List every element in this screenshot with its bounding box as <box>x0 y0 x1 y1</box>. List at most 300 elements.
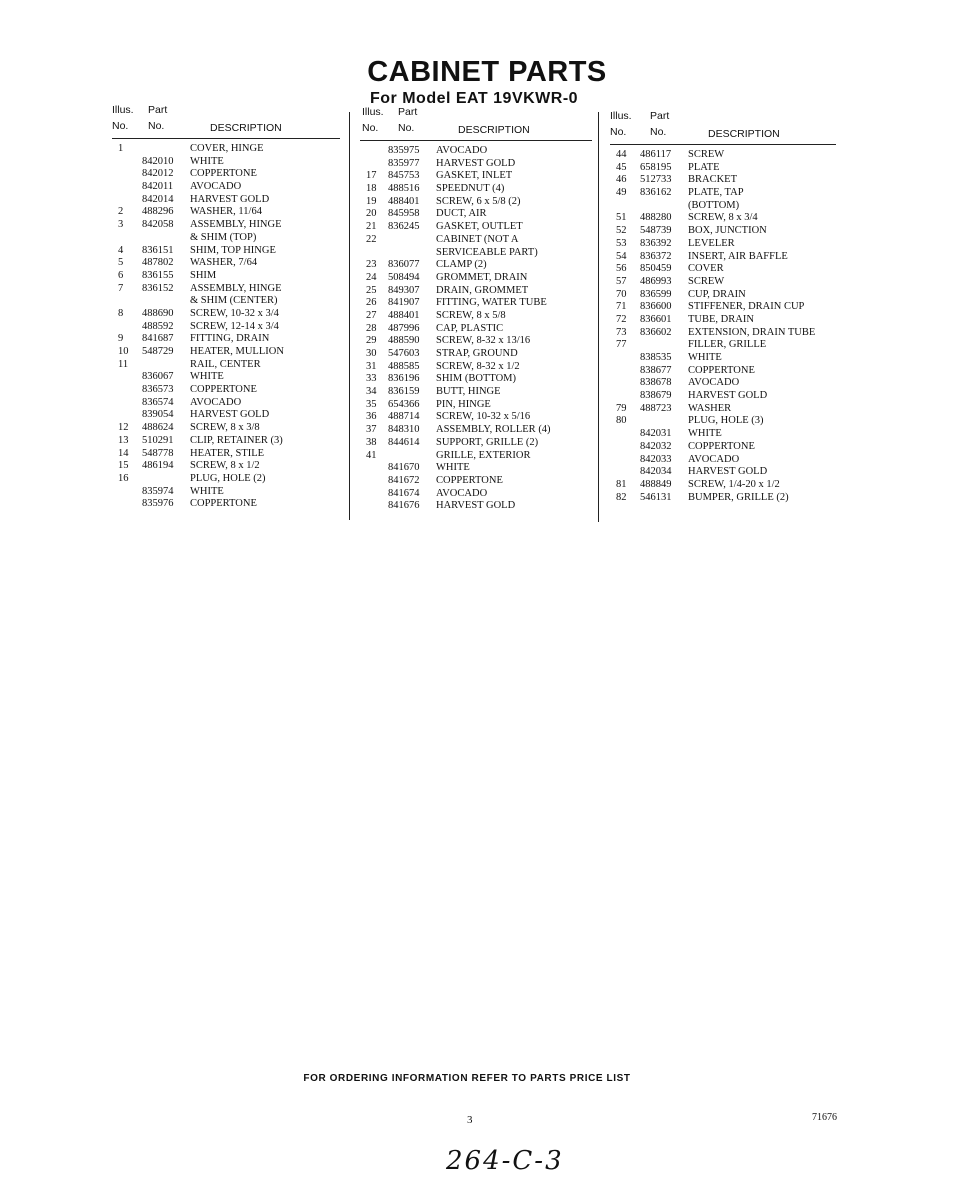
part-number: 512733 <box>640 174 672 186</box>
part-description: EXTENSION, DRAIN TUBE <box>688 326 816 338</box>
illus-number: 35 <box>366 398 377 410</box>
part-description: AVOCADO <box>688 377 740 389</box>
part-number: 836392 <box>640 237 672 249</box>
parts-row <box>360 234 592 247</box>
part-number: 841907 <box>388 297 420 309</box>
part-description: CLAMP (2) <box>436 259 487 271</box>
part-description: AVOCADO <box>190 396 242 408</box>
parts-row <box>112 168 340 181</box>
part-number: 488849 <box>640 478 672 490</box>
part-number: 836196 <box>388 373 420 385</box>
parts-row <box>112 422 340 435</box>
part-number: 835976 <box>142 498 174 510</box>
illus-number: 77 <box>616 339 627 351</box>
part-number: 836162 <box>640 187 672 199</box>
illus-header-line1: Illus. <box>112 104 134 116</box>
part-description: HARVEST GOLD <box>688 390 768 402</box>
part-description: ASSEMBLY, HINGE <box>190 282 282 294</box>
description-header: DESCRIPTION <box>210 122 282 134</box>
part-description: SCREW, 8 x 3/4 <box>688 212 758 224</box>
part-description: WHITE <box>190 371 224 383</box>
part-number: 841672 <box>388 474 420 486</box>
parts-row <box>360 348 592 361</box>
part-description: SHIM, TOP HINGE <box>190 244 276 256</box>
part-description: COPPERTONE <box>190 384 257 396</box>
parts-row <box>360 145 592 158</box>
part-number: 546131 <box>640 491 672 503</box>
part-description: WHITE <box>688 352 722 363</box>
part-description: STIFFENER, DRAIN CUP <box>688 301 805 313</box>
illus-number: 17 <box>366 170 377 182</box>
parts-row <box>610 454 836 467</box>
parts-row <box>610 212 836 225</box>
illus-number: 44 <box>616 149 627 160</box>
parts-row <box>360 297 592 310</box>
illus-header-line2: No. <box>610 126 627 138</box>
part-description: HARVEST GOLD <box>688 466 768 478</box>
part-number: 836372 <box>640 250 672 262</box>
illus-header-line2: No. <box>112 120 129 132</box>
part-description: WHITE <box>436 462 470 474</box>
part-header-line1: Part <box>398 106 418 118</box>
part-description: CABINET (NOT A <box>436 233 519 245</box>
part-number: 842032 <box>640 440 672 452</box>
part-number: 841676 <box>388 500 420 512</box>
part-number: 486194 <box>142 460 174 472</box>
part-number: 842033 <box>640 453 672 465</box>
illus-number: 36 <box>366 411 377 423</box>
part-number: 836601 <box>640 313 672 325</box>
part-number: 508494 <box>388 271 420 283</box>
parts-row <box>610 377 836 390</box>
part-description: STRAP, GROUND <box>436 348 518 359</box>
part-number: 486117 <box>640 149 672 160</box>
illus-number: 81 <box>616 478 627 490</box>
part-description: DUCT, AIR <box>436 208 487 220</box>
part-description: SPEEDNUT (4) <box>436 183 505 195</box>
parts-row <box>112 473 340 486</box>
part-description: HEATER, MULLION <box>190 346 284 357</box>
parts-row <box>112 181 340 194</box>
parts-row <box>610 263 836 276</box>
illus-number: 28 <box>366 322 377 334</box>
part-number: 839054 <box>142 409 174 421</box>
part-description: AVOCADO <box>436 487 488 499</box>
part-number: 488592 <box>142 320 174 332</box>
parts-row <box>360 170 592 183</box>
illus-number: 45 <box>616 161 627 173</box>
part-description: GROMMET, DRAIN <box>436 271 528 283</box>
parts-row <box>610 314 836 327</box>
part-description: SCREW, 8 x 5/8 <box>436 309 506 321</box>
part-description: GASKET, OUTLET <box>436 221 523 233</box>
part-description: WASHER, 11/64 <box>190 206 262 218</box>
part-number: 842034 <box>640 466 672 478</box>
part-number: 838535 <box>640 352 672 363</box>
illus-number: 26 <box>366 297 377 309</box>
parts-row <box>112 295 340 308</box>
part-number: 488296 <box>142 206 174 218</box>
part-description: PLATE, TAP <box>688 187 744 199</box>
part-description: COVER, HINGE <box>190 143 264 154</box>
column-header <box>112 104 340 139</box>
part-description: TUBE, DRAIN <box>688 313 754 325</box>
illus-number: 14 <box>118 447 129 459</box>
part-number: 836155 <box>142 269 174 281</box>
illus-number: 21 <box>366 221 377 233</box>
part-number: 849307 <box>388 284 420 296</box>
parts-row <box>610 441 836 454</box>
parts-row <box>360 221 592 234</box>
parts-row <box>360 500 592 513</box>
part-number: 488624 <box>142 422 174 434</box>
parts-row <box>112 333 340 346</box>
parts-row <box>610 428 836 441</box>
parts-row <box>112 498 340 511</box>
parts-row <box>610 276 836 289</box>
illus-number: 52 <box>616 225 627 237</box>
part-description: AVOCADO <box>436 145 488 156</box>
parts-row <box>112 359 340 372</box>
part-number: 654366 <box>388 398 420 410</box>
parts-row <box>610 466 836 479</box>
part-description: SCREW, 8 x 3/8 <box>190 422 260 434</box>
illus-number: 80 <box>616 415 627 427</box>
part-number: 838677 <box>640 364 672 376</box>
part-description: & SHIM (TOP) <box>190 231 257 243</box>
part-number: 842011 <box>142 181 174 193</box>
part-description: BRACKET <box>688 174 738 186</box>
part-description: & SHIM (CENTER) <box>190 295 278 307</box>
parts-row <box>112 257 340 270</box>
column-divider <box>349 112 350 520</box>
part-number: 842031 <box>640 428 672 440</box>
part-number: 836151 <box>142 244 174 256</box>
illus-number: 23 <box>366 259 377 271</box>
part-header-line1: Part <box>650 110 670 122</box>
parts-row <box>112 308 340 321</box>
part-number: 841670 <box>388 462 420 474</box>
illus-number: 56 <box>616 263 627 275</box>
part-description: SHIM (BOTTOM) <box>436 373 517 385</box>
parts-row <box>112 397 340 410</box>
page-subtitle: For Model EAT 19VKWR-0 <box>370 90 579 107</box>
part-number: 842058 <box>142 219 174 231</box>
parts-row <box>610 327 836 340</box>
illus-number: 20 <box>366 208 377 220</box>
part-number: 836152 <box>142 282 174 294</box>
illus-number: 10 <box>118 346 129 357</box>
part-description: FITTING, DRAIN <box>190 333 270 345</box>
part-number: 488280 <box>640 212 672 224</box>
parts-row <box>610 339 836 352</box>
illus-number: 25 <box>366 284 377 296</box>
part-description: COPPERTONE <box>688 364 755 376</box>
description-header: DESCRIPTION <box>708 128 780 140</box>
illus-number: 51 <box>616 212 627 224</box>
part-number: 488723 <box>640 402 672 414</box>
part-description: SCREW, 8-32 x 1/2 <box>436 360 520 372</box>
parts-row <box>112 194 340 207</box>
parts-row <box>610 492 836 505</box>
illus-header-line1: Illus. <box>362 106 384 118</box>
illus-number: 79 <box>616 402 627 414</box>
part-description: GASKET, INLET <box>436 170 513 182</box>
parts-row <box>360 462 592 475</box>
illus-number: 54 <box>616 250 627 262</box>
parts-row <box>360 475 592 488</box>
illus-number: 46 <box>616 174 627 186</box>
part-header-line1: Part <box>148 104 168 116</box>
parts-row <box>360 272 592 285</box>
parts-row <box>112 460 340 473</box>
page-title: CABINET PARTS <box>367 56 607 88</box>
parts-row <box>360 335 592 348</box>
parts-row <box>112 346 340 359</box>
part-number: 548778 <box>142 447 174 459</box>
illus-number: 27 <box>366 309 377 321</box>
illus-number: 49 <box>616 187 627 199</box>
part-description: BOX, JUNCTION <box>688 225 767 237</box>
part-description: SUPPORT, GRILLE (2) <box>436 436 539 448</box>
part-description: SCREW, 10-32 x 5/16 <box>436 411 531 423</box>
illus-number: 37 <box>366 424 377 436</box>
part-description: SHIM <box>190 269 217 281</box>
part-description: AVOCADO <box>190 181 242 193</box>
illus-number: 38 <box>366 436 377 448</box>
part-number: 836245 <box>388 221 420 233</box>
part-number: 488714 <box>388 411 420 423</box>
part-description: INSERT, AIR BAFFLE <box>688 250 788 262</box>
part-description: FILLER, GRILLE <box>688 339 767 351</box>
illus-number: 8 <box>118 307 124 319</box>
handwritten-note: 264-C-3 <box>446 1146 564 1176</box>
parts-row <box>360 437 592 450</box>
part-description: PLUG, HOLE (3) <box>688 415 764 427</box>
part-description: SCREW, 1/4-20 x 1/2 <box>688 478 780 490</box>
part-description: PIN, HINGE <box>436 398 491 410</box>
part-number: 548729 <box>142 346 174 357</box>
parts-row <box>112 270 340 283</box>
part-description: CUP, DRAIN <box>688 288 746 300</box>
illus-number: 30 <box>366 348 377 359</box>
part-description: DRAIN, GROMMET <box>436 284 529 296</box>
parts-row <box>112 384 340 397</box>
part-header-line2: No. <box>148 120 165 132</box>
part-number: 548739 <box>640 225 672 237</box>
illus-number: 4 <box>118 244 124 256</box>
illus-number: 33 <box>366 373 377 385</box>
parts-row <box>360 411 592 424</box>
part-number: 488516 <box>388 183 420 195</box>
parts-row <box>610 149 836 162</box>
part-number: 845958 <box>388 208 420 220</box>
parts-row <box>360 310 592 323</box>
part-description: WHITE <box>190 155 224 167</box>
illus-number: 2 <box>118 206 124 218</box>
illus-number: 34 <box>366 386 377 398</box>
part-number: 836067 <box>142 371 174 383</box>
parts-row <box>610 365 836 378</box>
parts-row <box>360 247 592 260</box>
part-number: 848310 <box>388 424 420 436</box>
illus-number: 15 <box>118 460 129 472</box>
part-number: 835975 <box>388 145 420 156</box>
part-number: 842014 <box>142 193 174 205</box>
part-description: GRILLE, EXTERIOR <box>436 449 531 461</box>
part-description: CAP, PLASTIC <box>436 322 504 334</box>
part-number: 836602 <box>640 326 672 338</box>
illus-number: 12 <box>118 422 129 434</box>
part-description: PLATE <box>688 161 720 173</box>
part-description: HARVEST GOLD <box>436 157 516 169</box>
column-divider <box>598 112 599 522</box>
parts-row <box>112 371 340 384</box>
part-number: 850459 <box>640 263 672 275</box>
parts-row <box>610 238 836 251</box>
parts-row <box>610 403 836 416</box>
part-number: 841674 <box>388 487 420 499</box>
parts-row <box>360 424 592 437</box>
part-description: ASSEMBLY, ROLLER (4) <box>436 424 551 436</box>
parts-row <box>112 156 340 169</box>
parts-row <box>610 162 836 175</box>
part-number: 835977 <box>388 157 420 169</box>
illus-number: 16 <box>118 472 129 484</box>
parts-row <box>610 289 836 302</box>
part-description: ASSEMBLY, HINGE <box>190 219 282 231</box>
part-description: WHITE <box>190 485 224 497</box>
illus-number: 73 <box>616 326 627 338</box>
parts-row <box>360 183 592 196</box>
parts-row <box>112 486 340 499</box>
part-number: 844614 <box>388 436 420 448</box>
part-number: 836159 <box>388 386 420 398</box>
part-description: HEATER, STILE <box>190 447 265 459</box>
illus-number: 29 <box>366 335 377 347</box>
part-description: BUTT, HINGE <box>436 386 501 398</box>
part-number: 488590 <box>388 335 420 347</box>
part-description: SCREW, 12-14 x 3/4 <box>190 320 279 332</box>
illus-number: 3 <box>118 219 124 231</box>
parts-list <box>360 141 592 513</box>
part-description: SCREW, 10-32 x 3/4 <box>190 307 279 319</box>
parts-row <box>610 251 836 264</box>
parts-row <box>112 435 340 448</box>
column-header <box>610 110 836 145</box>
part-number: 487802 <box>142 257 174 269</box>
parts-row <box>112 321 340 334</box>
part-number: 836600 <box>640 301 672 313</box>
part-number: 836573 <box>142 384 174 396</box>
parts-row <box>360 488 592 501</box>
illus-number: 11 <box>118 358 129 370</box>
illus-number: 5 <box>118 257 124 269</box>
part-description: SCREW, 6 x 5/8 (2) <box>436 195 521 207</box>
parts-row <box>360 208 592 221</box>
part-number: 487996 <box>388 322 420 334</box>
illus-number: 1 <box>118 143 124 154</box>
part-description: WASHER <box>688 402 732 414</box>
illus-number: 7 <box>118 282 124 294</box>
part-number: 842010 <box>142 155 174 167</box>
part-number: 486993 <box>640 275 672 287</box>
part-number: 841687 <box>142 333 174 345</box>
part-description: FITTING, WATER TUBE <box>436 297 547 309</box>
parts-row <box>610 301 836 314</box>
part-number: 836574 <box>142 396 174 408</box>
part-number: 510291 <box>142 434 174 446</box>
part-description: SCREW, 8 x 1/2 <box>190 460 260 472</box>
description-header: DESCRIPTION <box>458 124 530 136</box>
parts-row <box>360 399 592 412</box>
illus-number: 57 <box>616 275 627 287</box>
part-number: 838679 <box>640 390 672 402</box>
parts-row <box>112 219 340 232</box>
part-number: 488401 <box>388 195 420 207</box>
parts-row <box>112 206 340 219</box>
part-description: COVER <box>688 263 724 275</box>
illus-number: 9 <box>118 333 124 345</box>
parts-column-1 <box>112 104 340 511</box>
part-number: 836599 <box>640 288 672 300</box>
document-code: 71676 <box>812 1112 837 1123</box>
part-number: 836077 <box>388 259 420 271</box>
parts-row <box>610 352 836 365</box>
parts-row <box>112 409 340 422</box>
part-description: SCREW <box>688 149 725 160</box>
part-description: COPPERTONE <box>190 498 257 510</box>
illus-number: 18 <box>366 183 377 195</box>
parts-row <box>112 448 340 461</box>
illus-number: 53 <box>616 237 627 249</box>
parts-row <box>112 232 340 245</box>
part-description: PLUG, HOLE (2) <box>190 472 266 484</box>
part-number: 842012 <box>142 168 174 180</box>
parts-column-2 <box>360 106 592 513</box>
parts-row <box>360 158 592 171</box>
part-header-line2: No. <box>398 122 415 134</box>
part-number: 488585 <box>388 360 420 372</box>
illus-number: 82 <box>616 491 627 503</box>
part-number: 845753 <box>388 170 420 182</box>
part-number: 547603 <box>388 348 420 359</box>
illus-number: 70 <box>616 288 627 300</box>
part-number: 488401 <box>388 309 420 321</box>
parts-row <box>360 450 592 463</box>
parts-column-3 <box>610 110 836 504</box>
parts-row <box>610 390 836 403</box>
illus-header-line2: No. <box>362 122 379 134</box>
part-description: HARVEST GOLD <box>190 193 270 205</box>
parts-row <box>360 323 592 336</box>
parts-list <box>610 145 836 504</box>
parts-row <box>360 285 592 298</box>
part-description: LEVELER <box>688 237 735 249</box>
parts-row <box>360 373 592 386</box>
part-number: 488690 <box>142 307 174 319</box>
parts-row <box>610 225 836 238</box>
part-description: HARVEST GOLD <box>190 409 270 421</box>
part-description: BUMPER, GRILLE (2) <box>688 491 789 503</box>
parts-row <box>112 143 340 156</box>
parts-row <box>610 187 836 200</box>
part-number: 838678 <box>640 377 672 389</box>
part-description: SCREW <box>688 275 725 287</box>
illus-number: 19 <box>366 195 377 207</box>
illus-number: 22 <box>366 233 377 245</box>
parts-row <box>610 200 836 213</box>
